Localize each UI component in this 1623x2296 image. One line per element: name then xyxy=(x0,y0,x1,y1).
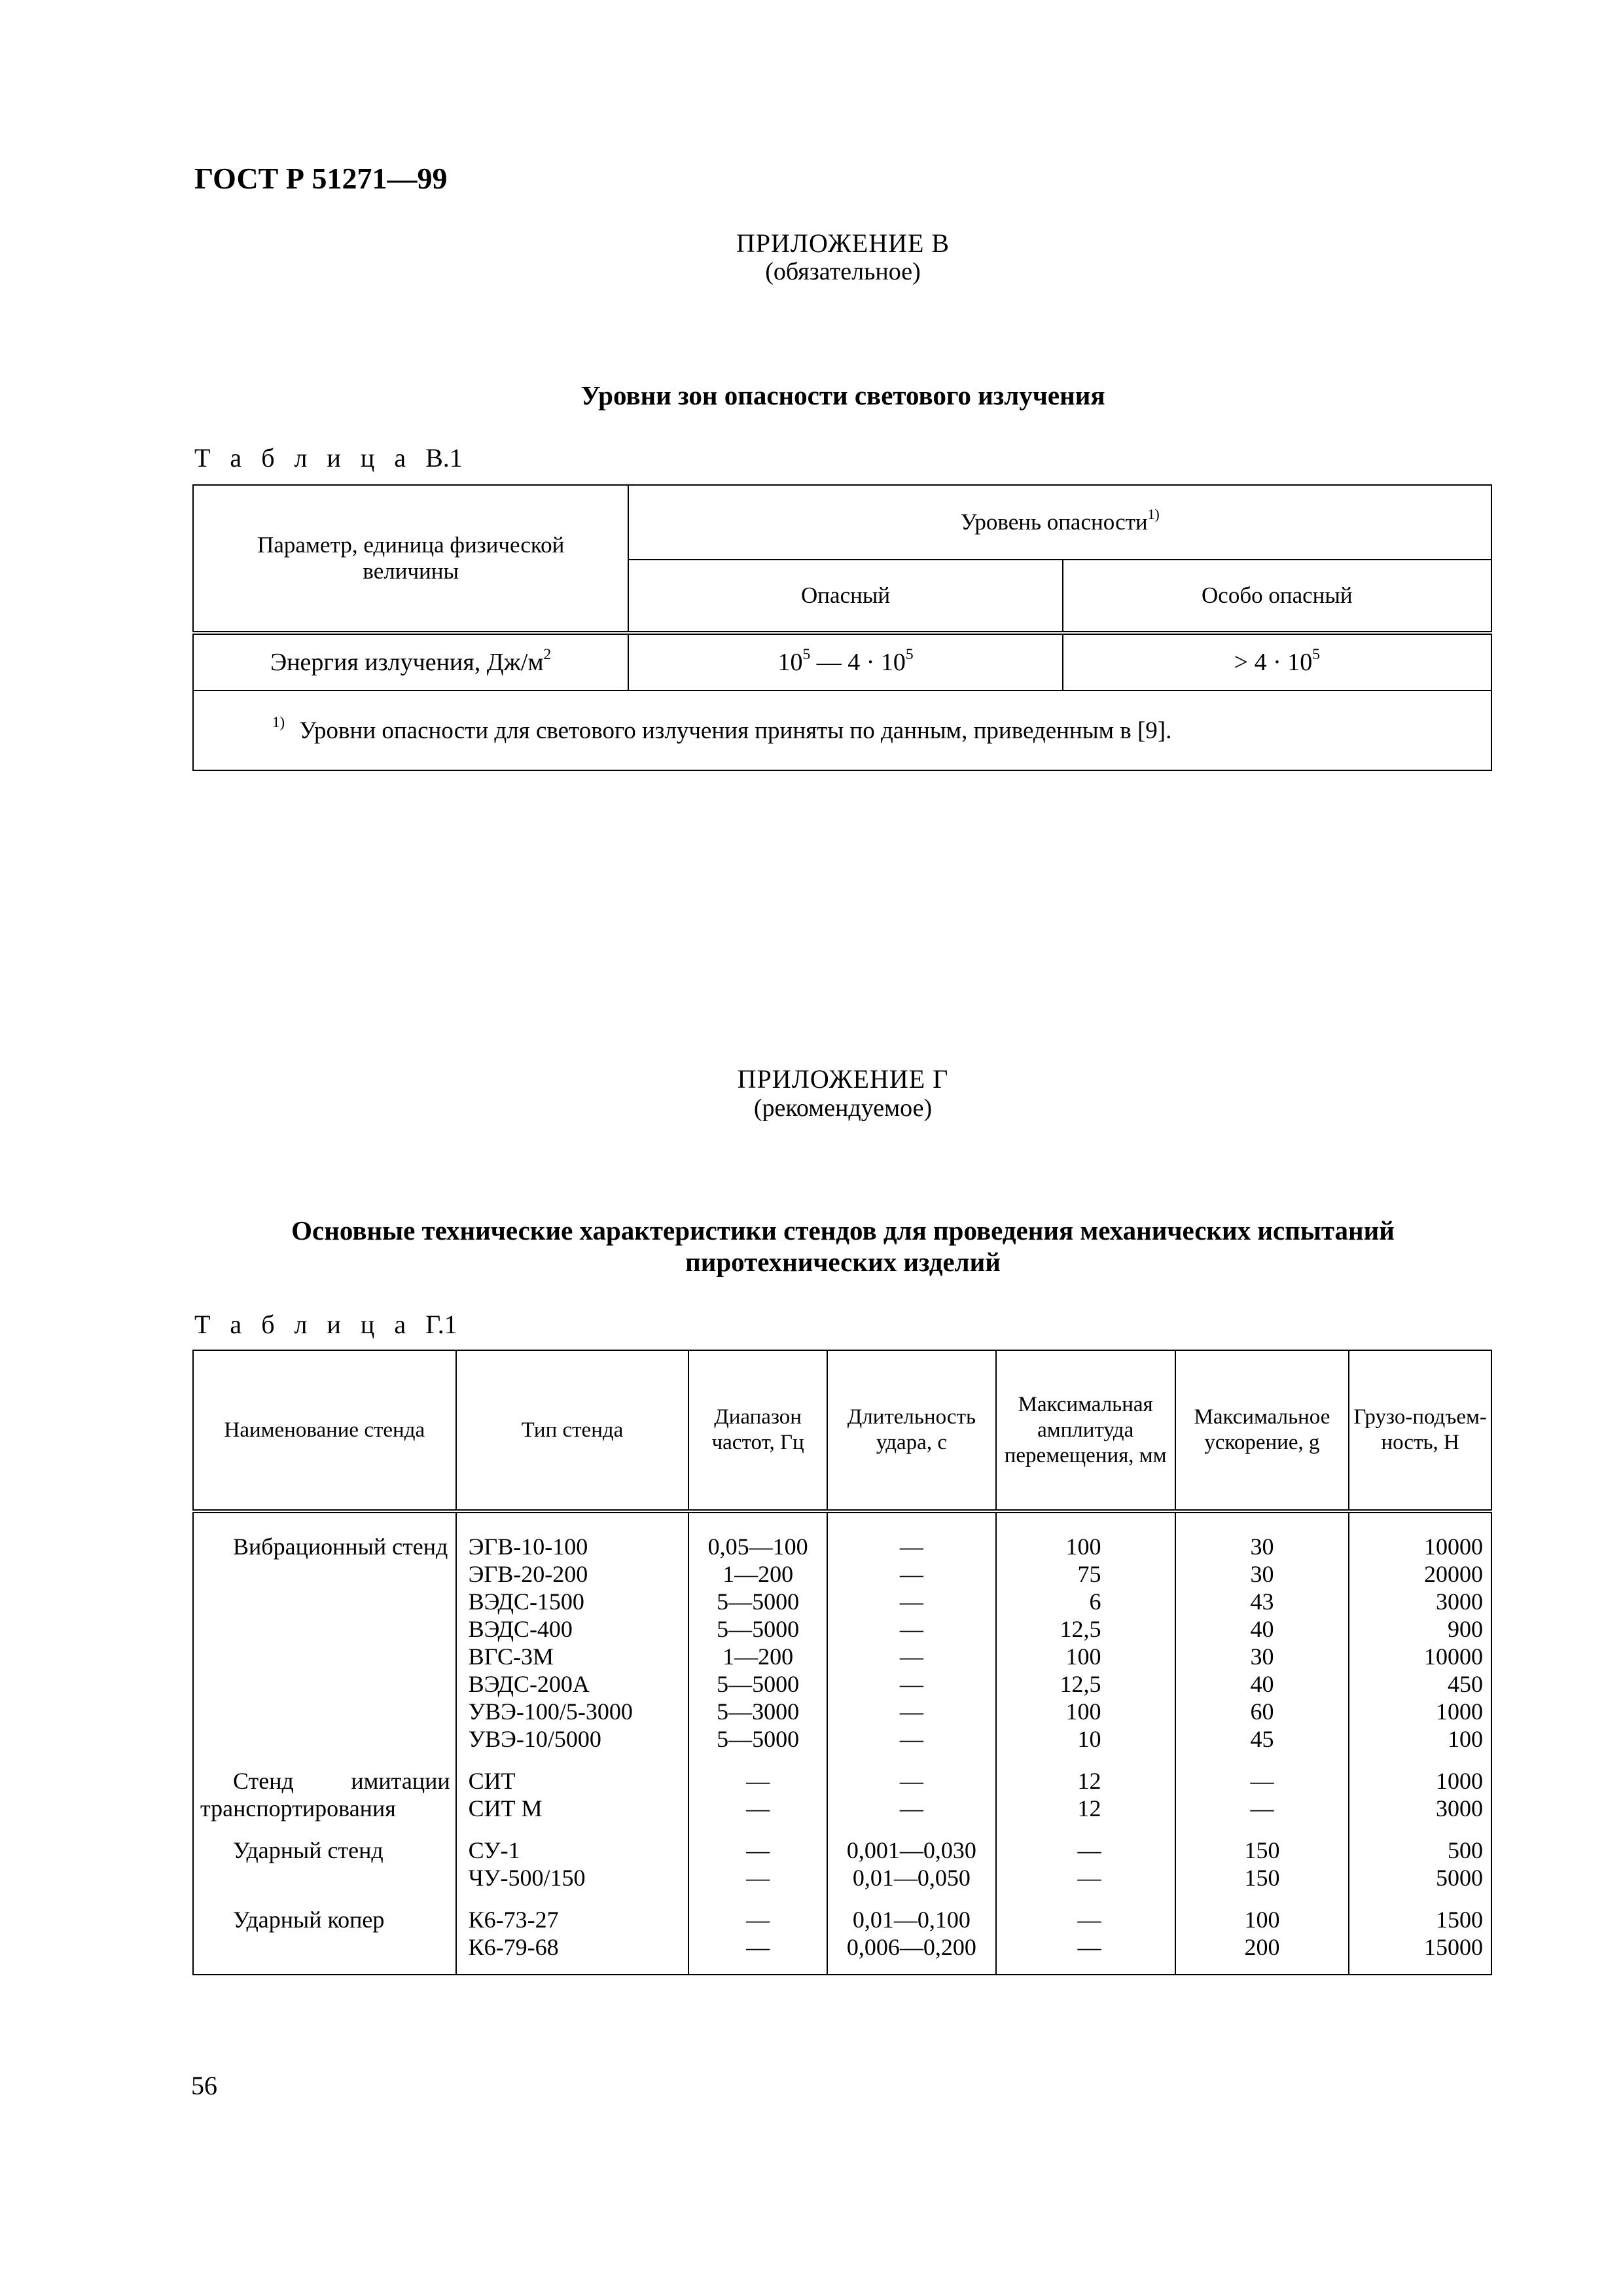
frequency-range: 0,05—100 xyxy=(707,1534,808,1560)
col-header-freq: Диапазон частот, Гц xyxy=(688,1350,827,1511)
dangerous-exp2: 5 xyxy=(905,645,914,663)
stand-type: ЭГВ-10-100 xyxy=(468,1534,588,1560)
frequency-range-cell xyxy=(688,1822,827,1892)
max-acceleration: 30 xyxy=(1250,1643,1274,1670)
max-acceleration-cell xyxy=(1175,1822,1349,1892)
max-amplitude-cell xyxy=(996,1822,1175,1892)
appendix-b-heading: Уровни зон опасности светового излучения xyxy=(580,380,1105,410)
stand-name: Вибрационный стенд xyxy=(233,1534,448,1560)
load-capacity: 10000 xyxy=(1424,1534,1483,1560)
max-acceleration: 60 xyxy=(1250,1698,1274,1725)
col-very-dangerous: Особо опасный xyxy=(1063,560,1491,633)
dangerous-mid: — 4 · 10 xyxy=(810,649,906,676)
frequency-range-cell xyxy=(688,1753,827,1822)
load-capacity: 5000 xyxy=(1436,1865,1483,1891)
max-amplitude-cell xyxy=(996,1753,1175,1822)
load-capacity: 1000 xyxy=(1436,1698,1483,1725)
param-header: Параметр, единица физической величины xyxy=(193,485,628,633)
row-label-text: Энергия излучения, Дж/м xyxy=(270,649,544,676)
test-stands-table xyxy=(192,1350,1492,1975)
level-header-text: Уровень опасности xyxy=(960,509,1148,535)
stand-type-cell xyxy=(456,1511,689,1753)
max-acceleration: 40 xyxy=(1250,1616,1274,1642)
row-label xyxy=(193,633,628,691)
frequency-range-cell xyxy=(688,1892,827,1975)
appendix-g-title: ПРИЛОЖЕНИЕ Г xyxy=(737,1064,949,1094)
footnote xyxy=(193,691,1491,770)
stand-type: УВЭ-100/5-3000 xyxy=(468,1698,633,1725)
stand-type-cell xyxy=(456,1822,689,1892)
impact-duration-cell xyxy=(827,1753,996,1822)
max-amplitude: 100 xyxy=(1065,1643,1101,1670)
stand-type: ЭГВ-20-200 xyxy=(468,1561,588,1587)
dangerous-base: 10 xyxy=(777,649,803,676)
max-acceleration: — xyxy=(1250,1795,1274,1821)
appendix-g-status: (рекомендуемое) xyxy=(753,1094,933,1122)
impact-duration: 0,01—0,100 xyxy=(852,1907,971,1933)
level-header-note: 1) xyxy=(1147,507,1160,523)
max-amplitude: — xyxy=(1077,1934,1101,1960)
table-caption-number: В.1 xyxy=(425,443,463,473)
stand-name-cell xyxy=(193,1511,456,1753)
frequency-range: — xyxy=(746,1907,770,1933)
impact-duration: 0,001—0,030 xyxy=(846,1837,976,1863)
appendix-b-title: ПРИЛОЖЕНИЕ В xyxy=(736,228,950,258)
stand-type: СИТ xyxy=(468,1768,516,1794)
impact-duration: 0,006—0,200 xyxy=(846,1934,976,1960)
dangerous-exp1: 5 xyxy=(802,645,811,663)
load-capacity: 15000 xyxy=(1424,1934,1483,1960)
load-capacity-cell xyxy=(1349,1892,1491,1975)
very-dangerous-value xyxy=(1063,633,1491,691)
max-amplitude: 12 xyxy=(1077,1795,1101,1821)
max-amplitude-cell xyxy=(996,1892,1175,1975)
impact-duration: — xyxy=(899,1534,923,1560)
load-capacity: 500 xyxy=(1448,1837,1483,1863)
impact-duration: — xyxy=(899,1671,923,1697)
stand-type: ВЭДС-200А xyxy=(468,1671,590,1697)
table-row xyxy=(193,1892,1491,1975)
load-capacity: 3000 xyxy=(1436,1795,1483,1821)
stand-type: УВЭ-10/5000 xyxy=(468,1726,601,1752)
impact-duration: 0,01—0,050 xyxy=(852,1865,971,1891)
page-number: 56 xyxy=(191,2071,217,2100)
frequency-range-cell xyxy=(688,1511,827,1753)
frequency-range: 5—3000 xyxy=(717,1698,800,1725)
impact-duration-cell xyxy=(827,1892,996,1975)
max-amplitude: 100 xyxy=(1065,1534,1101,1560)
max-acceleration-cell xyxy=(1175,1892,1349,1975)
col-header-duration: Длительность удара, с xyxy=(827,1350,996,1511)
impact-duration: — xyxy=(899,1726,923,1752)
impact-duration: — xyxy=(899,1643,923,1670)
col-header-load: Грузо-подъем-ность, Н xyxy=(1349,1350,1491,1511)
col-header-amplitude: Максимальная амплитуда перемещения, мм xyxy=(996,1350,1175,1511)
stand-name: Стенд имитации транспортирования xyxy=(200,1768,450,1821)
very-dangerous-exp: 5 xyxy=(1312,645,1321,663)
max-amplitude: — xyxy=(1077,1907,1101,1933)
load-capacity: 1500 xyxy=(1436,1907,1483,1933)
stand-name: Ударный стенд xyxy=(233,1837,383,1863)
impact-duration-cell xyxy=(827,1822,996,1892)
frequency-range: — xyxy=(746,1795,770,1821)
max-acceleration-cell xyxy=(1175,1753,1349,1822)
very-dangerous-base: > 4 · 10 xyxy=(1234,649,1313,676)
max-amplitude-cell xyxy=(996,1511,1175,1753)
table-row xyxy=(193,1822,1491,1892)
frequency-range: 5—5000 xyxy=(717,1671,800,1697)
stand-type: ВЭДС-1500 xyxy=(468,1588,584,1615)
max-acceleration: 100 xyxy=(1244,1907,1280,1933)
dangerous-value xyxy=(628,633,1062,691)
load-capacity: 10000 xyxy=(1424,1643,1483,1670)
max-acceleration: 43 xyxy=(1250,1588,1274,1615)
max-acceleration: 150 xyxy=(1244,1837,1280,1863)
footnote-mark: 1) xyxy=(272,713,285,730)
impact-duration: — xyxy=(899,1768,923,1794)
max-amplitude: 10 xyxy=(1077,1726,1101,1752)
load-capacity: 100 xyxy=(1448,1726,1483,1752)
stand-type-cell xyxy=(456,1753,689,1822)
max-amplitude: — xyxy=(1077,1865,1101,1891)
max-acceleration: 40 xyxy=(1250,1671,1274,1697)
appendix-g-heading-line1: Основные технические характеристики стендов для проведения механических испытаний xyxy=(291,1215,1395,1246)
table-caption-label: Т а б л и ц а xyxy=(194,443,413,473)
impact-duration: — xyxy=(899,1561,923,1587)
footnote-text: Уровни опасности для светового излучения приняты по данным, приведенным в [9]. xyxy=(299,717,1172,744)
load-capacity: 20000 xyxy=(1424,1561,1483,1587)
max-acceleration: 150 xyxy=(1244,1865,1280,1891)
col-dangerous: Опасный xyxy=(628,560,1062,633)
frequency-range: 5—5000 xyxy=(717,1726,800,1752)
max-amplitude: 100 xyxy=(1065,1698,1101,1725)
table-b-caption xyxy=(194,442,463,473)
appendix-b-status: (обязательное) xyxy=(765,258,921,285)
frequency-range: 5—5000 xyxy=(717,1588,800,1615)
load-capacity: 3000 xyxy=(1436,1588,1483,1615)
max-amplitude: 12,5 xyxy=(1060,1671,1101,1697)
max-amplitude: 12 xyxy=(1077,1768,1101,1794)
table-row xyxy=(193,1753,1491,1822)
stand-type: ВЭДС-400 xyxy=(468,1616,573,1642)
load-capacity: 450 xyxy=(1448,1671,1483,1697)
frequency-range: — xyxy=(746,1837,770,1863)
frequency-range: — xyxy=(746,1865,770,1891)
stand-type: СУ-1 xyxy=(468,1837,520,1863)
load-capacity: 1000 xyxy=(1436,1768,1483,1794)
stand-name: Ударный копер xyxy=(233,1907,385,1933)
load-capacity-cell xyxy=(1349,1511,1491,1753)
stand-type: ВГС-3М xyxy=(468,1643,554,1670)
load-capacity-cell xyxy=(1349,1822,1491,1892)
impact-duration-cell xyxy=(827,1511,996,1753)
level-header xyxy=(628,485,1491,560)
max-acceleration: 200 xyxy=(1244,1934,1280,1960)
max-acceleration: 30 xyxy=(1250,1561,1274,1587)
max-amplitude: 6 xyxy=(1089,1588,1101,1615)
hazard-levels-table xyxy=(192,484,1492,771)
col-header-accel: Максимальное ускорение, g xyxy=(1175,1350,1349,1511)
table-caption-number: Г.1 xyxy=(425,1310,457,1339)
max-amplitude: 12,5 xyxy=(1060,1616,1101,1642)
table-row xyxy=(193,1511,1491,1753)
frequency-range: — xyxy=(746,1768,770,1794)
max-amplitude: — xyxy=(1077,1837,1101,1863)
stand-type: СИТ М xyxy=(468,1795,543,1821)
stand-name-cell xyxy=(193,1753,456,1822)
max-acceleration: 45 xyxy=(1250,1726,1274,1752)
impact-duration: — xyxy=(899,1616,923,1642)
stand-type-cell xyxy=(456,1892,689,1975)
impact-duration: — xyxy=(899,1795,923,1821)
impact-duration: — xyxy=(899,1588,923,1615)
col-header-name: Наименование стенда xyxy=(193,1350,456,1511)
frequency-range: 1—200 xyxy=(722,1643,794,1670)
stand-type: К6-73-27 xyxy=(468,1907,559,1933)
load-capacity: 900 xyxy=(1448,1616,1483,1642)
document-code: ГОСТ Р 51271—99 xyxy=(194,162,448,195)
stand-name-cell xyxy=(193,1892,456,1975)
stand-name-cell xyxy=(193,1822,456,1892)
max-amplitude: 75 xyxy=(1077,1561,1101,1587)
stand-type: К6-79-68 xyxy=(468,1934,559,1960)
max-acceleration: — xyxy=(1250,1768,1274,1794)
appendix-g-heading xyxy=(0,1215,1623,1278)
frequency-range: — xyxy=(746,1934,770,1960)
load-capacity-cell xyxy=(1349,1753,1491,1822)
test-stands-body xyxy=(193,1511,1491,1975)
max-acceleration: 30 xyxy=(1250,1534,1274,1560)
max-acceleration-cell xyxy=(1175,1511,1349,1753)
table-caption-label: Т а б л и ц а xyxy=(194,1310,413,1339)
stand-type: ЧУ-500/150 xyxy=(468,1865,586,1891)
appendix-g-heading-line2: пиротехнических изделий xyxy=(685,1247,1001,1277)
frequency-range: 1—200 xyxy=(722,1561,794,1587)
col-header-type: Тип стенда xyxy=(456,1350,689,1511)
table-g-caption xyxy=(194,1309,457,1340)
frequency-range: 5—5000 xyxy=(717,1616,800,1642)
impact-duration: — xyxy=(899,1698,923,1725)
row-label-sup: 2 xyxy=(543,645,552,663)
